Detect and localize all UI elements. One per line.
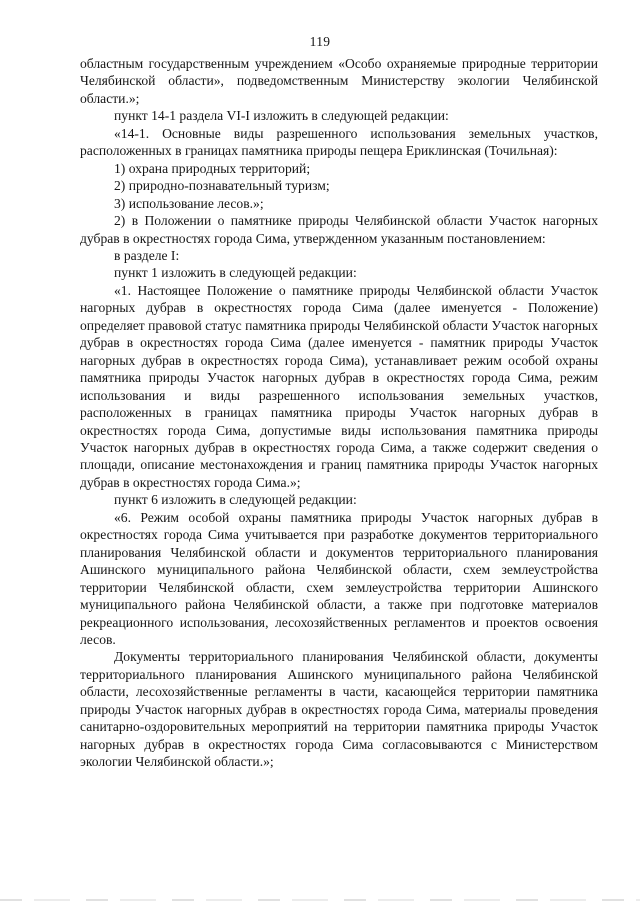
scan-artifact-line bbox=[0, 899, 640, 901]
paragraph-point-6-text: «6. Режим особой охраны памятника природы Участок нагорных дубрав в окрестностях города Сима учитывается при разработке документов территориального планирования Челябинской области и документов территориального планирования Ашинского муниципального района Челябинской области, схем землеустройства территории Челябинской области, схем землеустройства территории Ашинского муниципального района Челябинской области, а также при подготовке материалов рекреационного использования, лесохозяйственных регламентов и проектов освоения лесов. bbox=[80, 509, 598, 647]
page-number: 119 bbox=[309, 34, 331, 49]
paragraph-point-2: 2) в Положении о памятнике природы Челябинской области Участок нагорных дубрав в окрестностях города Сима, утвержденном указанным постановлением: bbox=[80, 213, 598, 246]
list-item-2: 2) природно-познавательный туризм; bbox=[114, 178, 330, 194]
paragraph-section-1: в разделе I: bbox=[114, 247, 180, 263]
document-body bbox=[80, 55, 598, 771]
paragraph-point-1-text: «1. Настоящее Положение о памятнике природы Челябинской области Участок нагорных дубрав в окрестностях города Сима (далее именуется - Положение) определяет правовой статус памятника природы Челябинской области Участок нагорных дубрав в окрестностях города Сима (далее именуется - памятник природы Участок нагорных дубрав в окрестностях города Сима), устанавливает режим особой охраны памятника природы Участок нагорных дубрав в окрестностях города Сима, режим использования и виды разрешенного использования земельных участков, расположенных в границах памятника природы Участок нагорных дубрав в окрестностях города Сима, допустимые виды использования памятника природы Участок нагорных дубрав в окрестностях города Сима, а также содержит сведения о площади, описание местонахождения и границ памятника природы Участок нагорных дубрав в окрестностях города Сима.»; bbox=[80, 282, 598, 490]
list-item-1: 1) охрана природных территорий; bbox=[114, 160, 311, 176]
paragraph-point-14-1-header: пункт 14-1 раздела VI-I изложить в следующей редакции: bbox=[114, 108, 449, 124]
list-item-3: 3) использование лесов.»; bbox=[114, 195, 264, 211]
paragraph-point-1-header: пункт 1 изложить в следующей редакции: bbox=[114, 265, 357, 281]
paragraph-point-6-header: пункт 6 изложить в следующей редакции: bbox=[114, 492, 357, 508]
paragraph-point-6-text-continued: Документы территориального планирования Челябинской области, документы территориального планирования Ашинского муниципального района Челябинской области, лесохозяйственные регламенты в части, касающейся территории памятника природы Участок нагорных дубрав в окрестностях города Сима, материалы проведения санитарно-оздоровительных мероприятий на территории памятника природы Участок нагорных дубрав в окрестностях города Сима согласовываются с Министерством экологии Челябинской области.»; bbox=[80, 649, 598, 770]
paragraph-continuation: областным государственным учреждением «Особо охраняемые природные территории Челябинской области», подведомственным Министерству экологии Челябинской области.»; bbox=[80, 56, 598, 106]
paragraph-point-14-1-text: «14-1. Основные виды разрешенного использования земельных участков, расположенных в границах памятника природы пещера Ериклинская (Точильная): bbox=[80, 125, 598, 159]
